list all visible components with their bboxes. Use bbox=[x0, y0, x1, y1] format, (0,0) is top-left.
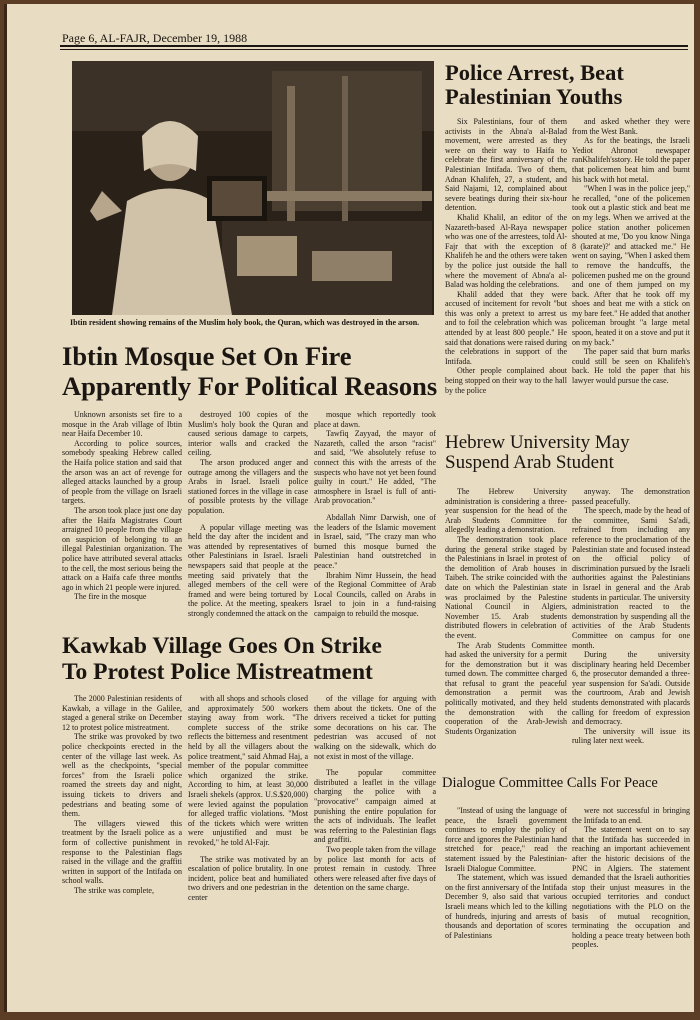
kawkab-headline-line1: Kawkab Village Goes On Strike bbox=[62, 633, 382, 659]
header-rule bbox=[60, 45, 688, 47]
paragraph: Two people taken from the village by police last month for acts of protest remain in custody. Three others were released after five days of detention on the same charge. bbox=[314, 844, 436, 893]
paragraph: mosque which reportedly took place at dawn. bbox=[314, 410, 436, 429]
paragraph: The statement, which was issued on the first anniversary of the Intifada December 9, also said that various Israeli means which led to the killing of hundreds, injuring and arrests of thousands and deportation of scores of Palestinians bbox=[445, 873, 567, 940]
page-edge bbox=[4, 4, 7, 1012]
paragraph: The Hebrew University administration is considering a three-year suspension for the head of the Arab Students Committee for allegedly leading a demonstration. bbox=[445, 487, 567, 535]
paragraph: The arson took place just one day after the Haifa Magistrates Court arraigned 10 people from the village on suspicion of belonging to an illegal Palestinian organization. The police have attributed several attacks to the cell, the most serious being the attack on a Haifa cafe three months ago in which 21 people were injured. bbox=[62, 505, 182, 592]
paragraph: The 2000 Palestinian residents of Kawkab, a village in the Galilee, staged a general strike on December 12 to protest police mistreatment. bbox=[62, 694, 182, 732]
kawkab-headline bbox=[62, 633, 442, 686]
paragraph: The statement went on to say that the Intifada has succeeded in reaching an important achievement after the historic decisions of the PNC in Algiers. The statement demanded that the Israeli authorities stop their unjust measures in the occupied territories and conduct negotiations with the PLO on the basis of mutual recognition, terminating the occupation and holding a peace treaty between both peoples. bbox=[572, 825, 690, 950]
newspaper-page bbox=[4, 4, 694, 1012]
paragraph: The popular committee distributed a leaflet in the village charging the police with a "provocative" campaign aimed at punishing the entire population for the acts of individuals. The leaflet was referring to the Palestinian flags and graffiti. bbox=[314, 768, 436, 845]
mosque-headline-line1: Ibtin Mosque Set On Fire bbox=[62, 341, 352, 371]
paragraph: were not successful in bringing the Intifada to an end. bbox=[572, 806, 690, 825]
photo-illustration bbox=[72, 61, 434, 315]
hebrew-headline bbox=[445, 433, 695, 473]
paragraph: Khalil added that they were accused of incitement for revolt "but this was only a pretext to arrest us and to foil the celebration which was attended by at least 800 people." He said that donations were raised during the celebrations in support of the Intifada. bbox=[445, 289, 567, 366]
kawkab-col-2 bbox=[188, 694, 308, 966]
kawkab-col-1 bbox=[62, 694, 182, 966]
paragraph: Other people complained about being stopped on their way to the hall by the police bbox=[445, 366, 567, 395]
paragraph: According to police sources, somebody speaking Hebrew called the Haifa police station and said that the arson was an act of revenge for alleged attacks launched by a group of people from the village on Israeli targets. bbox=[62, 438, 182, 506]
mosque-photo bbox=[72, 61, 434, 315]
mosque-headline bbox=[62, 342, 442, 401]
paragraph: "Instead of using the language of peace, the Israeli government continues to employ the policy of force and ignores the Palestinian hand stretched for peace," read the statement issued by the Palestinian-Israeli Dialogue Committee. bbox=[445, 806, 567, 873]
police-headline-line1: Police Arrest, Beat bbox=[445, 60, 624, 85]
paragraph: The speech, made by the head of the committee, Sami Sa'adi, refrained from including any reference to the proclamation of the Palestinian state and focused instead on the official policy of discrimination pursued by the Israeli authorities against the Palestinians in Israel in general and the Arab students in particular. The university administration reacted to the demonstration by suspending all the activities of the Arab Students Committee on campus for one month. bbox=[572, 506, 690, 650]
paragraph: The strike was complete, bbox=[74, 885, 154, 895]
paragraph: Ibrahim Nimr Hussein, the head of the Regional Committee of Arab Local Councils, called on Arabs in Israel to join in a fund-raising campaign to rebuild the mosque. bbox=[314, 570, 436, 618]
paragraph: Abdallah Nimr Darwish, one of the leaders of the Islamic movement in Israel, said, "The crazy man who burned this mosque burned the Palestinian hand outstretched in peace." bbox=[314, 512, 436, 570]
mosque-headline-line2: Apparently For Political Reasons bbox=[62, 370, 438, 401]
paragraph: Khalid Khalil, an editor of the Nazareth-based Al-Raya newspaper who was one of the arrestees, told Al-Fajr that with the exception of Khalifeh he and the others were taken by the police just outside the hall where the movement of Abna'a al-Balad was holding the celebrations. bbox=[445, 212, 567, 290]
kawkab-col-3 bbox=[314, 694, 436, 966]
paragraph: As for the beatings, the Israeli Yediot Ahronot newspaper ranKhalifeh'sstory. He told the paper that policemen beat him and burnt his back with hot metal. bbox=[572, 136, 690, 184]
paragraph: The fire in the mosque bbox=[74, 592, 147, 602]
police-headline bbox=[445, 61, 695, 109]
paragraph: "When I was in the police jeep," he recalled, "one of the policemen took out a plastic stick and beat me on my legs. When we arrived at the police station another policemen shouted at me, 'Do you know Ninga 8 (karate)?' and attacked me." He went on saying, "When I asked them to remove the handcuffs, the policemen pushed me on the ground and one of them jumped on my back. After that he took off my shoes and beat me with a stick on my bare feet." He added that another policeman brought "a large metal spoon, heated it on a stove and put it on my back." bbox=[572, 184, 690, 347]
paragraph: The Arab Students Committee had asked the university for a permit for the demonstration but it was turned down. The committee charged that refusal to grant the peaceful demonstration a permit was politically motivated, and they held the demonstration with the cooperation of the Arab-Jewish Students Organization bbox=[445, 640, 567, 736]
police-col-2 bbox=[572, 117, 690, 432]
paragraph: and asked whether they were from the West Bank. bbox=[572, 117, 690, 136]
dialogue-headline: Dialogue Committee Calls For Peace bbox=[442, 775, 658, 791]
paragraph: Six Palestinians, four of them activists in the Abna'a al-Balad movement, were arrested as they were on their way to Haifa to celebrate the first anniversary of the Palestinian Intifada. Two of them, Adnan Khalifeh, 27, a student, and Said Najami, 12, complained about severe beatings during their six-hour detention. bbox=[445, 117, 567, 213]
paragraph: The university will issue its ruling later next week. bbox=[572, 726, 690, 746]
dialogue-col-1 bbox=[445, 806, 567, 968]
paragraph: The paper said that burn marks could still be seen on Khalifeh's back. He told the paper that his lawyer would pursue the case. bbox=[572, 347, 690, 386]
hebrew-headline-line2: Suspend Arab Student bbox=[445, 452, 614, 474]
hebrew-col-1 bbox=[445, 487, 567, 769]
kawkab-headline-line2: To Protest Police Mistreatment bbox=[62, 659, 373, 686]
paragraph: Unknown arsonists set fire to a mosque in the Arab village of Ibtin near Haifa December 10. bbox=[62, 410, 182, 439]
paragraph: The villagers viewed this treatment by the Israeli police as a form of collective punishment in response to the Palestinian flags raised in the village and the graffiti written in support of the Intifada on school walls. bbox=[62, 818, 182, 886]
paragraph: The strike was provoked by two police checkpoints erected in the center of the village last week. As well as the checkpoints, "special forces" from the Israeli police roamed the streets day and night, issuing tickets to drivers and pedestrians and beating some of them. bbox=[62, 732, 182, 819]
paragraph: Tawfiq Zayyad, the mayor of Nazareth, called the arson "racist" and said, "We absolutely refuse to connect this with the arrests of the suspects who have not yet been found guilty in court." He added, "The atmosphere in Israel is full of anti-Arab provocation." bbox=[314, 429, 436, 506]
paragraph: A popular village meeting was held the day after the incident and was attended by representatives of other Palestinians in Israel. Israeli newspapers said that people at the meeting said privately that the alleged members of the cell were framed and were being tortured by the police. At the meeting, speakers strongly condemned the attack on the bbox=[188, 522, 308, 618]
header-rule-thin bbox=[60, 49, 688, 50]
paragraph: The demonstration took place during the general strike staged by the Palestinians in Israel in protest of the demolition of Arab houses in Taibeh. The strike coincided with the date on which the Palestinian state was proclaimed by the Palestine National Council in Algiers, November 15. Arab students distributed flowers in celebration of the event. bbox=[445, 534, 567, 640]
paragraph: The strike was motivated by an escalation of police brutality. In one incident, police beat and humiliated two drivers and one pedestrian in the center bbox=[188, 854, 308, 902]
paragraph: During the university disciplinary hearing held December 6, the prosecutor demanded a three-year suspension for Sa'adi. Outside the courtroom, Arab and Jewish students demonstrated with placards calling for freedom of expression and democracy. bbox=[572, 650, 690, 727]
paragraph: destroyed 100 copies of the Muslim's holy book the Quran and caused serious damage to carpets, interior walls and cracked the ceiling. bbox=[188, 410, 308, 458]
paragraph: The arson produced anger and outrage among the villagers and the Arabs in Israel. Israeli police stationed forces in the village in case of possible protests by the village population. bbox=[188, 457, 308, 515]
paragraph: anyway. The demonstration passed peacefully. bbox=[572, 487, 690, 506]
photo-caption: Ibtin resident showing remains of the Muslim holy book, the Quran, which was destroyed in the arson. bbox=[70, 318, 420, 327]
dialogue-col-2 bbox=[572, 806, 690, 968]
police-col-1 bbox=[445, 117, 567, 432]
hebrew-col-2 bbox=[572, 487, 690, 769]
police-headline-line2: Palestinian Youths bbox=[445, 83, 623, 109]
paragraph: with all shops and schools closed and approximately 500 workers staying away from work. "The complete success of the strike reflects the bitterness and resentment held by all the villagers about the police treatment," said Ahmad Haj, a member of the popular committee which organized the strike. According to him, at least 30,000 Israeli shekels (approx. U.S.$20,000) were levied against the population for alleged traffic violations. "Most of the tickets which were written were unjustified and must be revoked," he told Al-Fajr. bbox=[188, 694, 308, 847]
paragraph: of the village for arguing with them about the tickets. One of the drivers received a ticket for putting some decorations on his car. The pedestrian was accused of not walking on the sidewalk, which do not exist in most of the village. bbox=[314, 694, 436, 761]
hebrew-headline-line1: Hebrew University May bbox=[445, 432, 630, 453]
page-header: Page 6, AL-FAJR, December 19, 1988 bbox=[62, 31, 248, 45]
